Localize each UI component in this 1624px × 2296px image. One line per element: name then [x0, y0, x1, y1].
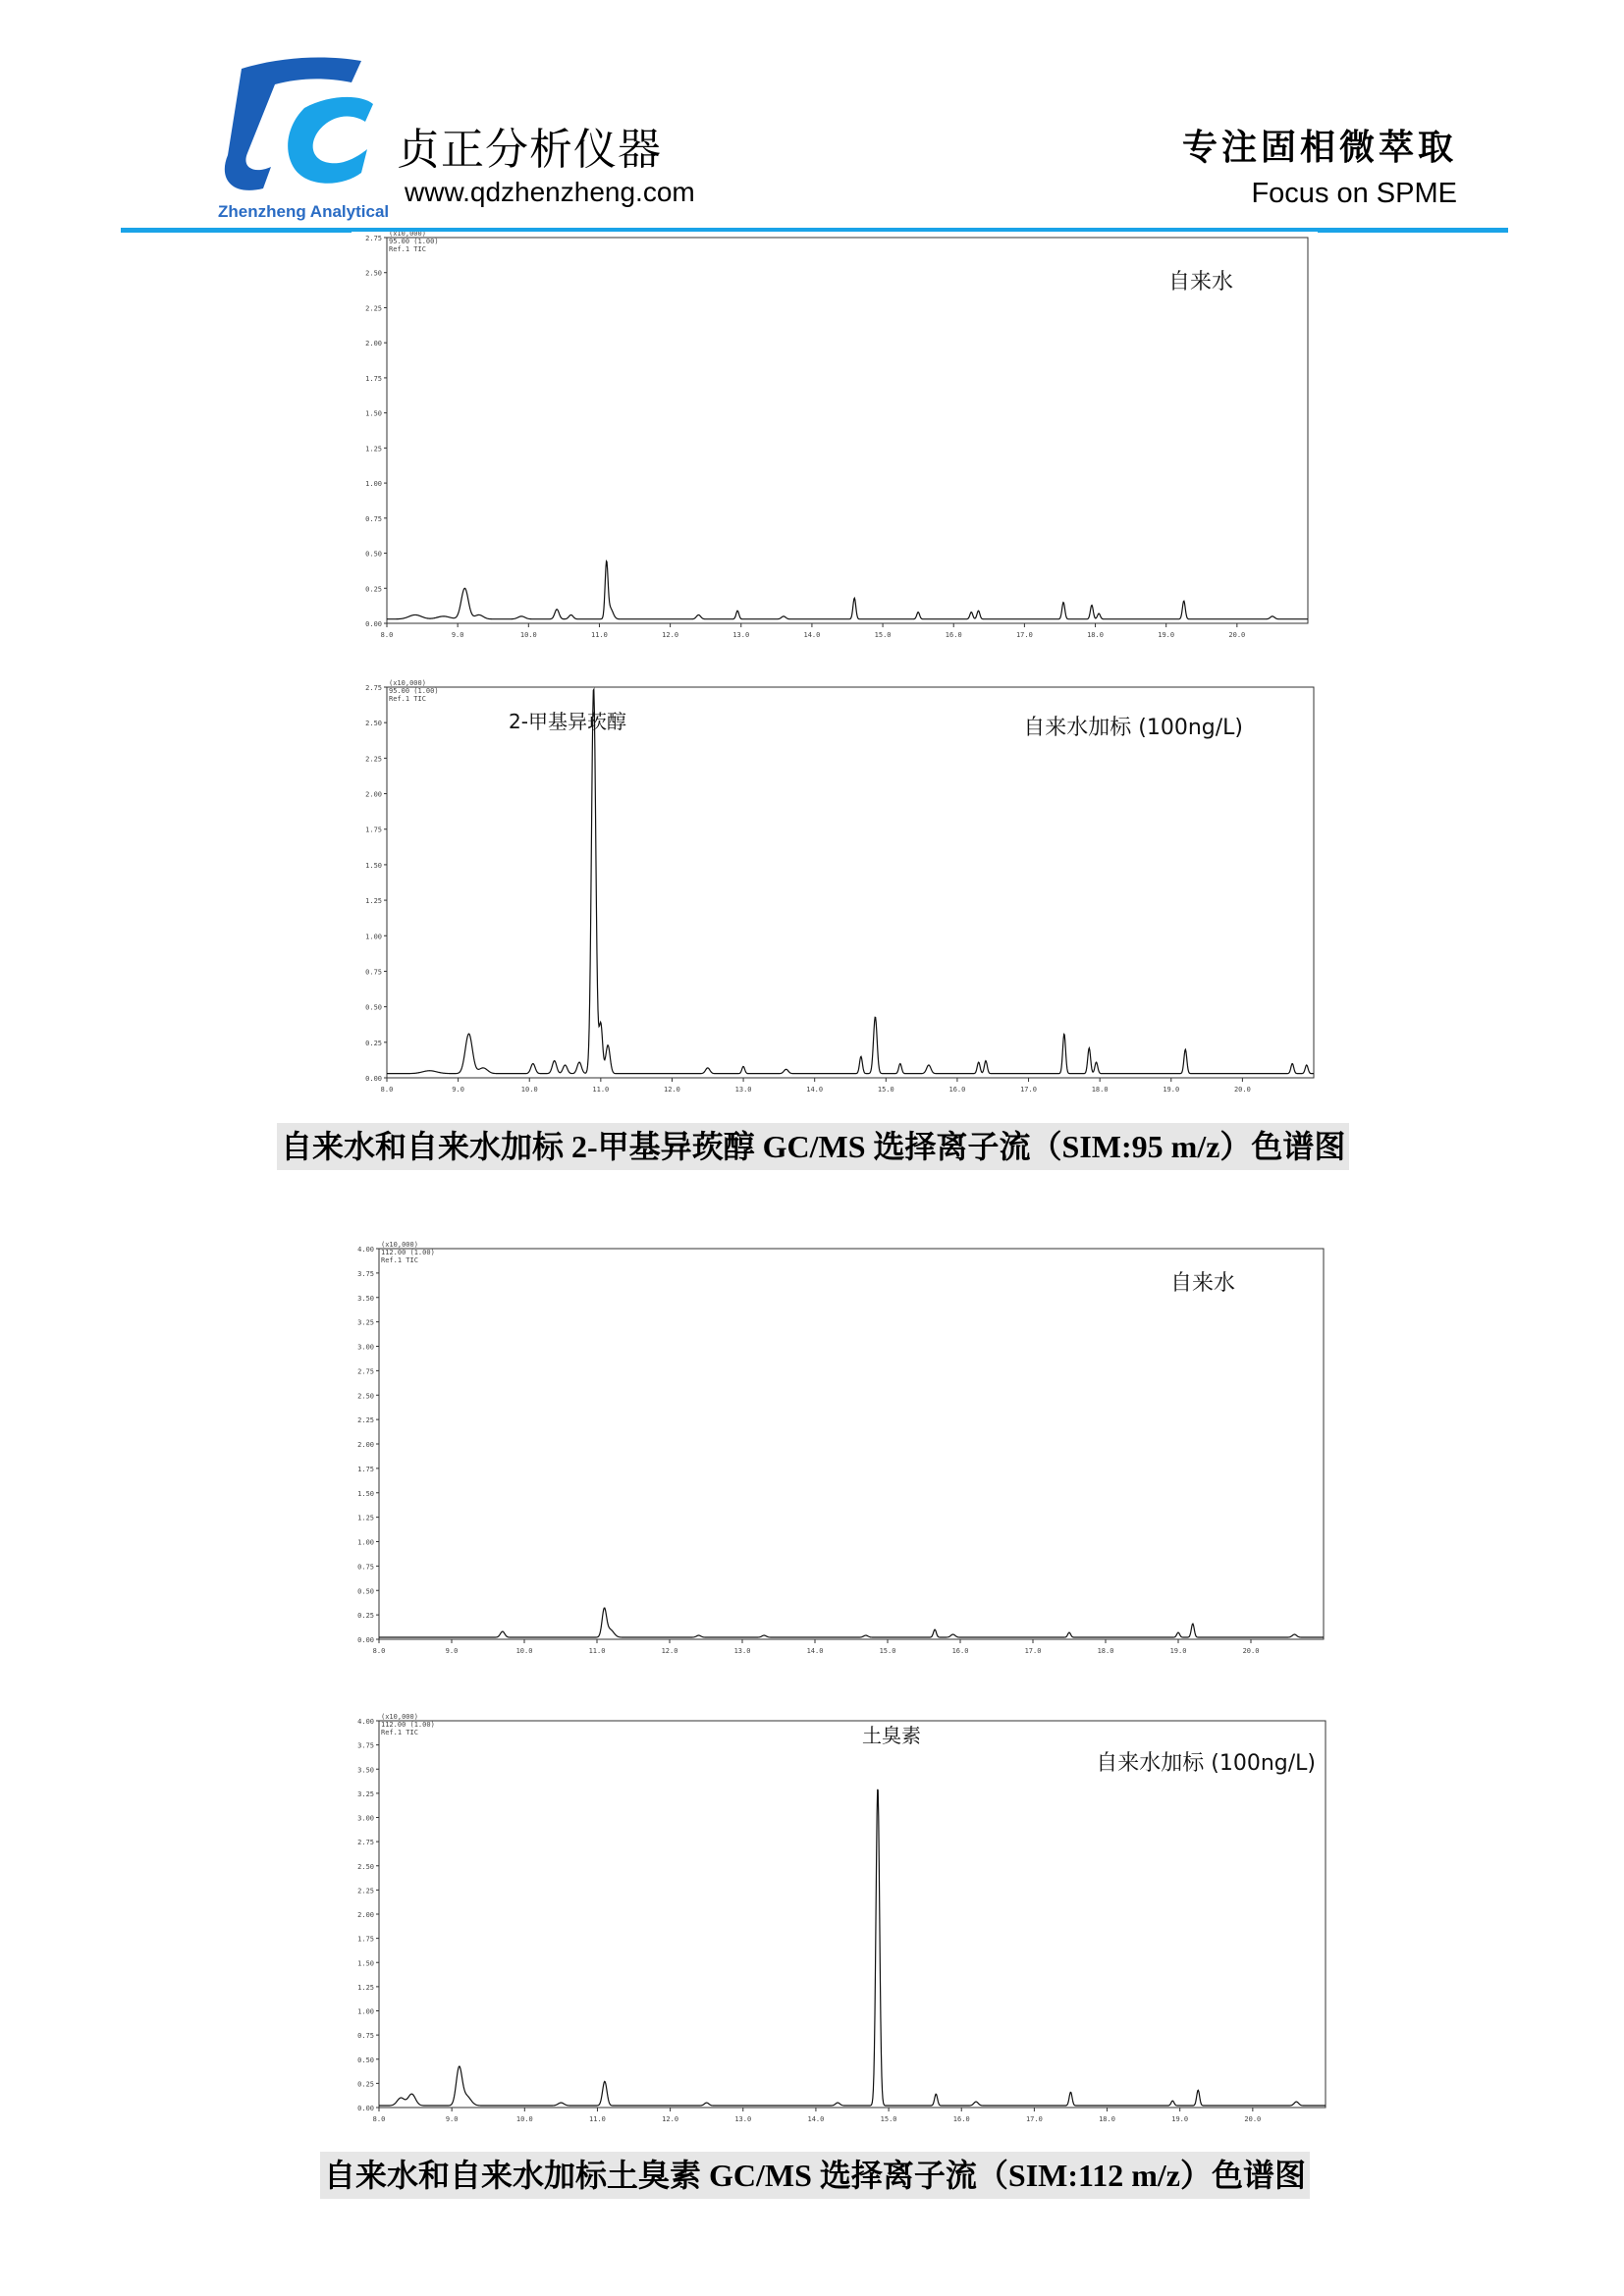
chart-4-panel: [344, 1703, 1335, 2135]
x-tick-label: 13.0: [733, 1647, 751, 1655]
x-tick-label: 16.0: [951, 1647, 969, 1655]
info-text: Ref.1 TIC: [389, 695, 426, 703]
y-tick-label: 3.00: [357, 1343, 374, 1352]
y-tick-label: 0.00: [357, 1636, 374, 1644]
y-tick-label: 1.25: [357, 1514, 374, 1522]
peak-annotation: 土臭素: [862, 1724, 921, 1747]
x-tick-label: 14.0: [803, 631, 821, 639]
x-tick-label: 19.0: [1171, 2115, 1189, 2123]
x-tick-label: 12.0: [661, 1647, 678, 1655]
y-tick-label: 0.00: [365, 620, 382, 628]
y-tick-label: 0.50: [357, 1587, 374, 1596]
x-tick-label: 15.0: [879, 1647, 896, 1655]
x-tick-label: 14.0: [806, 1086, 824, 1094]
y-tick-label: 1.00: [357, 2007, 374, 2016]
y-tick-label: 0.25: [365, 585, 382, 594]
y-tick-label: 1.75: [365, 374, 382, 383]
y-tick-label: 2.00: [365, 790, 382, 799]
x-tick-label: 15.0: [880, 2115, 897, 2123]
x-tick-label: 17.0: [1020, 1086, 1037, 1094]
y-tick-label: 1.50: [365, 861, 382, 870]
info-text: Ref.1 TIC: [381, 1729, 418, 1736]
x-tick-label: 18.0: [1099, 2115, 1115, 2123]
y-tick-label: 0.50: [357, 2056, 374, 2064]
y-tick-label: 1.25: [365, 897, 382, 906]
x-tick-label: 8.0: [380, 631, 394, 639]
y-tick-label: 1.00: [365, 933, 382, 941]
x-tick-label: 11.0: [588, 1647, 606, 1655]
y-tick-label: 0.25: [365, 1039, 382, 1047]
y-tick-label: 2.50: [357, 1392, 374, 1401]
info-text: (x10,000): [381, 1241, 418, 1249]
x-tick-label: 14.0: [807, 2115, 825, 2123]
chart-3-panel: [344, 1227, 1333, 1667]
peak-annotation: 2-甲基异莰醇: [509, 710, 626, 733]
x-tick-label: 9.0: [445, 1647, 459, 1655]
y-tick-label: 3.75: [357, 1269, 374, 1278]
y-tick-label: 2.25: [365, 304, 382, 313]
y-tick-label: 2.50: [365, 269, 382, 278]
y-tick-label: 1.75: [357, 1465, 374, 1473]
x-tick-label: 12.0: [664, 1086, 680, 1094]
sample-label: 自来水: [1167, 270, 1233, 294]
x-tick-label: 20.0: [1233, 1086, 1251, 1094]
y-tick-label: 2.75: [357, 1839, 374, 1847]
y-tick-label: 0.50: [365, 1003, 382, 1012]
x-tick-label: 19.0: [1169, 1647, 1187, 1655]
y-tick-label: 1.50: [357, 1959, 374, 1968]
y-tick-label: 2.25: [357, 1416, 374, 1425]
sample-label: 自来水加标 (100ng/L): [1096, 1751, 1316, 1776]
info-text: 112.00 (1.00): [381, 1249, 435, 1256]
x-tick-label: 10.0: [515, 2115, 533, 2123]
company-name: 贞正分析仪器: [397, 125, 662, 175]
y-tick-label: 0.25: [357, 1612, 374, 1621]
y-tick-label: 1.00: [357, 1538, 374, 1547]
x-tick-label: 11.0: [591, 631, 608, 639]
x-tick-label: 9.0: [452, 1086, 464, 1094]
sample-label: 自来水: [1169, 1271, 1235, 1296]
x-tick-label: 11.0: [589, 2115, 606, 2123]
y-tick-label: 2.25: [357, 1887, 374, 1896]
info-text: Ref.1 TIC: [389, 245, 426, 253]
x-tick-label: 20.0: [1244, 2115, 1262, 2123]
sample-label: 自来水加标 (100ng/L): [1023, 716, 1243, 740]
x-tick-label: 16.0: [952, 2115, 970, 2123]
x-tick-label: 16.0: [945, 631, 962, 639]
x-tick-label: 16.0: [948, 1086, 966, 1094]
x-tick-label: 20.0: [1228, 631, 1246, 639]
y-tick-label: 2.75: [365, 235, 382, 242]
x-tick-label: 13.0: [734, 2115, 752, 2123]
info-text: (x10,000): [389, 232, 426, 238]
chart-2: [352, 677, 1324, 1101]
website-url: www.qdzhenzheng.com: [405, 177, 695, 207]
info-text: (x10,000): [389, 679, 426, 687]
x-tick-label: 18.0: [1091, 1086, 1109, 1094]
x-tick-label: 9.0: [445, 2115, 459, 2123]
y-tick-label: 2.75: [357, 1367, 374, 1376]
chart-3: [344, 1227, 1333, 1667]
x-tick-label: 15.0: [877, 1086, 894, 1094]
y-tick-label: 2.00: [357, 1911, 374, 1919]
x-tick-label: 10.0: [515, 1647, 533, 1655]
x-tick-label: 12.0: [662, 631, 679, 639]
x-tick-label: 19.0: [1163, 1086, 1180, 1094]
y-tick-label: 0.50: [365, 550, 382, 559]
y-tick-label: 3.25: [357, 1318, 374, 1327]
x-tick-label: 14.0: [806, 1647, 824, 1655]
x-tick-label: 19.0: [1158, 631, 1175, 639]
y-tick-label: 0.75: [357, 1563, 374, 1572]
x-tick-label: 13.0: [734, 1086, 752, 1094]
y-tick-label: 3.25: [357, 1789, 374, 1798]
x-tick-label: 8.0: [380, 1086, 394, 1094]
y-tick-label: 0.00: [365, 1075, 382, 1083]
x-tick-label: 18.0: [1097, 1647, 1114, 1655]
y-tick-label: 2.50: [365, 720, 382, 728]
info-text: Ref.1 TIC: [381, 1256, 418, 1264]
chart-4: [344, 1703, 1335, 2135]
chart-background: [352, 677, 1324, 1101]
x-tick-label: 10.0: [519, 631, 537, 639]
slogan: 专注固相微萃取: [1181, 127, 1457, 168]
y-tick-label: 4.00: [357, 1246, 374, 1254]
x-tick-label: 9.0: [451, 631, 464, 639]
x-tick-label: 20.0: [1242, 1647, 1260, 1655]
x-tick-label: 13.0: [732, 631, 750, 639]
x-tick-label: 11.0: [592, 1086, 610, 1094]
y-tick-label: 3.00: [357, 1814, 374, 1823]
y-tick-label: 4.00: [357, 1718, 374, 1726]
x-tick-label: 8.0: [372, 1647, 386, 1655]
y-tick-label: 0.00: [357, 2105, 374, 2112]
chart-1: [352, 232, 1318, 642]
info-text: 95.00 (1.00): [389, 238, 439, 245]
y-tick-label: 3.50: [357, 1766, 374, 1775]
x-tick-label: 8.0: [372, 2115, 386, 2123]
info-text: 112.00 (1.00): [381, 1721, 435, 1729]
y-tick-label: 2.25: [365, 755, 382, 764]
y-tick-label: 1.50: [365, 409, 382, 418]
chart-1-panel: [352, 232, 1318, 642]
logo-subtitle: Zhenzheng Analytical: [218, 202, 390, 221]
slogan-en: Focus on SPME: [1251, 178, 1457, 209]
y-tick-label: 1.50: [357, 1489, 374, 1498]
info-text: 95.00 (1.00): [389, 687, 439, 695]
y-tick-label: 2.75: [365, 684, 382, 692]
x-tick-label: 10.0: [520, 1086, 538, 1094]
y-tick-label: 2.50: [357, 1862, 374, 1871]
y-tick-label: 0.75: [357, 2032, 374, 2041]
info-text: (x10,000): [381, 1713, 418, 1721]
y-tick-label: 3.75: [357, 1741, 374, 1750]
y-tick-label: 2.00: [357, 1441, 374, 1449]
y-tick-label: 1.00: [365, 480, 382, 489]
company-logo: [214, 51, 381, 198]
y-tick-label: 1.75: [357, 1935, 374, 1944]
x-tick-label: 17.0: [1015, 631, 1033, 639]
y-tick-label: 1.25: [365, 445, 382, 454]
y-tick-label: 3.50: [357, 1294, 374, 1303]
y-tick-label: 1.25: [357, 1983, 374, 1992]
y-tick-label: 0.75: [365, 514, 382, 523]
x-tick-label: 15.0: [874, 631, 892, 639]
y-tick-label: 1.75: [365, 826, 382, 834]
y-tick-label: 2.00: [365, 340, 382, 348]
x-tick-label: 18.0: [1087, 631, 1104, 639]
y-tick-label: 0.75: [365, 968, 382, 977]
figure-2-caption: 自来水和自来水加标土臭素 GC/MS 选择离子流（SIM:112 m/z）色谱图: [320, 2152, 1310, 2199]
x-tick-label: 12.0: [662, 2115, 679, 2123]
x-tick-label: 17.0: [1025, 2115, 1043, 2123]
figure-1-caption: 自来水和自来水加标 2-甲基异莰醇 GC/MS 选择离子流（SIM:95 m/z）色谱图: [277, 1123, 1349, 1170]
chart-2-panel: [352, 677, 1324, 1101]
y-tick-label: 0.25: [357, 2080, 374, 2089]
x-tick-label: 17.0: [1024, 1647, 1042, 1655]
